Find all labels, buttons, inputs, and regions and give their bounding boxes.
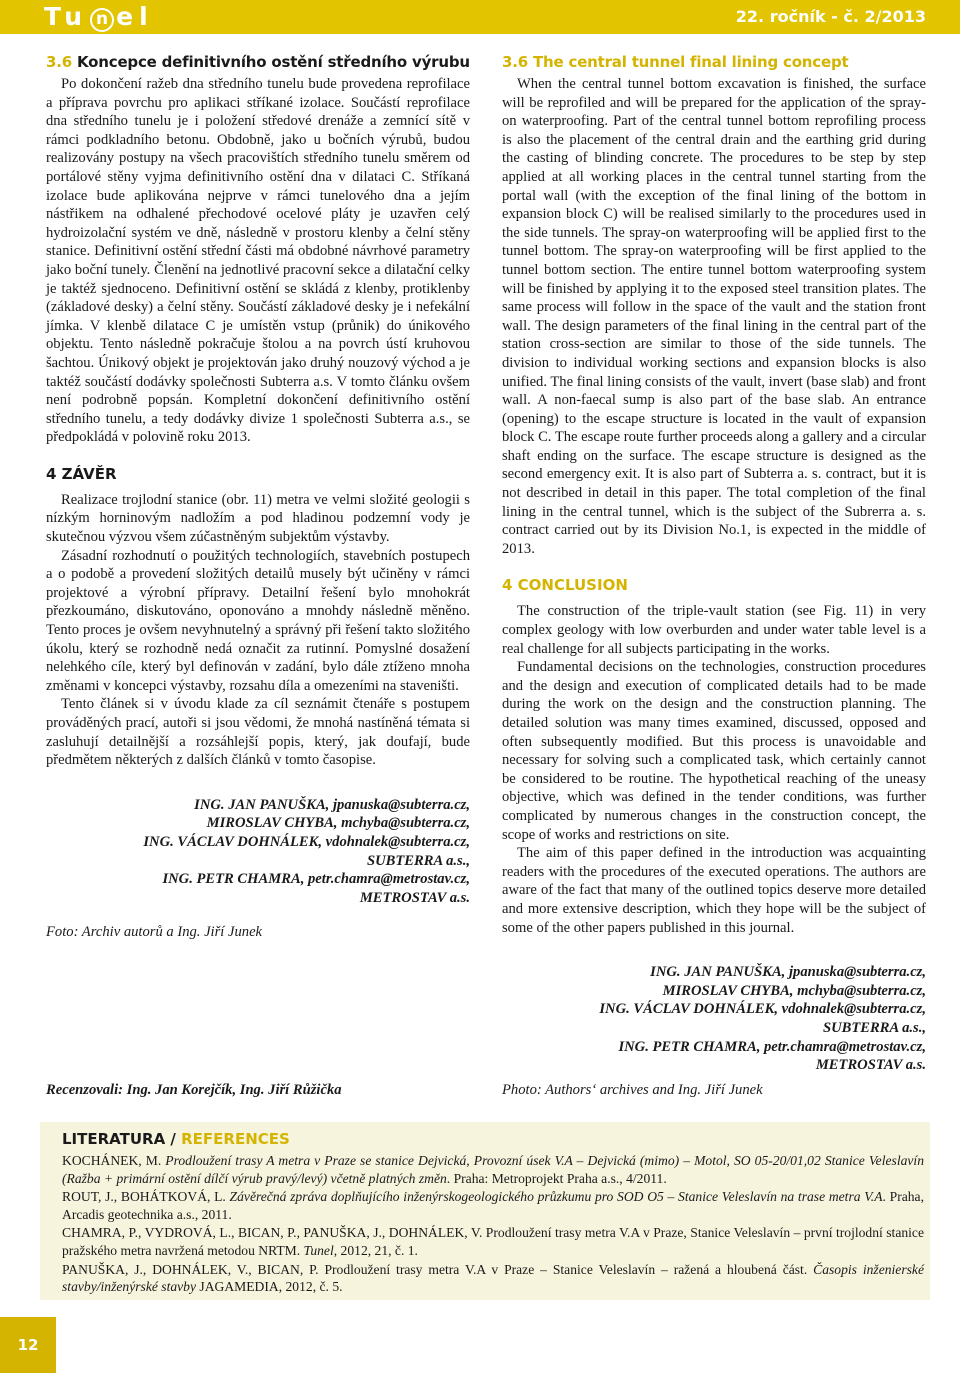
paragraph: Realizace trojlodní stanice (obr. 11) metra ve velmi složité geologii s nízkým horninovým nadložím a pod hladinou podzemní vody je skutečnou výzvou všem zúčastněným subjektům výstavby. — [46, 491, 470, 546]
photo-credit-en: Photo: Authors‘ archives and Ing. Jiří Junek — [502, 1082, 763, 1098]
page-number-tab — [0, 1317, 56, 1373]
ref-text: , 2012, 21, č. 1. — [333, 1242, 418, 1258]
page-number: 12 — [17, 1336, 39, 1354]
author-line: SUBTERRA a.s., — [822, 1019, 926, 1036]
references-box — [40, 1122, 930, 1300]
reviewers: Recenzovali: Ing. Jan Korejčík, Ing. Jiří Růžička — [46, 1082, 342, 1098]
author-line: ING. JAN PANUŠKA, jpanuska@subterra.cz, — [650, 964, 926, 981]
author-line: ING. PETR CHAMRA, petr.chamra@metrostav.cz, — [162, 871, 470, 888]
author-line: METROSTAV a.s. — [815, 1057, 926, 1074]
ref-text: ROUT, J., BOHÁTKOVÁ, L. — [62, 1189, 230, 1205]
references-title-en: REFERENCES — [181, 1130, 290, 1148]
references-title-cz: LITERATURA / — [62, 1130, 182, 1148]
reference-item — [62, 1224, 924, 1259]
author-line: MIROSLAV CHYBA, mchyba@subterra.cz, — [206, 815, 470, 832]
ref-text: CHAMRA, P., VYDROVÁ, L., BICAN, P., PANUŠKA, J., DOHNÁLEK, V. Prodloužení trasy metra V.A v Praze, Stanice Veleslavín – první trojlodní stanice pražského metra navržená metodou NRTM. — [62, 1225, 924, 1258]
ref-text: . Praha: Metroprojekt Praha a.s., 4/2011. — [446, 1170, 667, 1186]
photo-credit-cz: Foto: Archiv autorů a Ing. Jiří Junek — [46, 924, 263, 941]
references-title — [62, 1130, 290, 1148]
author-line: MIROSLAV CHYBA, mchyba@subterra.cz, — [662, 982, 926, 999]
author-line: ING. JAN PANUŠKA, jpanuska@subterra.cz, — [194, 796, 470, 813]
reference-item — [62, 1261, 924, 1296]
author-line: ING. VÁCLAV DOHNÁLEK, vdohnalek@subterra.cz, — [599, 1001, 926, 1018]
section-number: 3.6 — [46, 53, 72, 71]
conclusion-heading-cz: 4 ZÁVĚR — [46, 464, 117, 483]
paragraph: When the central tunnel bottom excavation is finished, the surface will be reprofiled and will be prepared for the application of the spray-on waterproofing. Part of the central tunnel bottom reprofiling process is also the placement of the central drain and the earthing grid during the casting of blinding concrete. The procedures to be step by step applied at all working places in the central tunnel starting from the portal wall (with the exception of the final lining of the bottom in expansion block C) will be realised similarly to the procedures used in the side tunnels. The spray-on waterproofing will be applied first to the tunnel bottom. The spray-on waterproofing will be first applied to the tunnel bottom section. The entire tunnel bottom waterproofing system will be finished by applying it to the exposed steel transition plates. The same process will follow in the space of the vault and the station front wall. The design parameters of the final lining in the central part of the station cross-section are similar to those of the side tunnels. The division to individual working sections and expansion blocks is also unified. The final lining consists of the vault, invert (base slab) and front wall. A non-faecal sump is also part of the base slab. An entrance (opening) to the escape structure is located in the vault of expansion block C. The escape route further proceeds along a gallery and a circular shaft ending on the surface. The escape structure is designed as the second emergency exit. It is also part of Subterra a. s. contract, but it is not described in detail in this paper. The total completion of the final lining in the central tunnel, which is the subject of the Subrerra a. s. contract carried out by its Division No.1, is expected in the middle of 2013. — [502, 76, 926, 557]
ref-title: Prodloužení trasy A metra v Praze se stanice Dejvická, Provozní úsek V.A – Dejvická (mimo) – Motol, SO 05-20/01,02 Stanice Veleslavín (Ražba + primární ostění dílčí výrub pravý/levý) včetně platných změn — [62, 1153, 924, 1186]
authors-block-en — [502, 963, 926, 1075]
author-line: ING. PETR CHAMRA, petr.chamra@metrostav.cz, — [618, 1038, 926, 1055]
author-line: SUBTERRA a.s., — [366, 852, 470, 869]
authors-block-cz — [46, 796, 470, 908]
english-column — [502, 53, 926, 1075]
ref-text: PANUŠKA, J., DOHNÁLEK, V., BICAN, P. Prodloužení trasy metra V.A v Praze – Stanice Veleslavín – ražená a hloubená část. — [62, 1261, 814, 1277]
paragraph: Fundamental decisions on the technologies, construction procedures and the design and execution of complicated details had to be made during the work on the design and the construction planning. The detailed solution was many times examined, discussed, opposed and often subsequently modified. But this process is unavoidable and necessary for solving such a complicated task, which certainly cannot be considered to be routine. The hypothetical reaching of the uneasy objective, which was defined in the tender conditions, was further complicated by numerous changes in the construction concept, the scope of works and restrictions on site. — [502, 659, 926, 843]
ref-title: Tunel — [303, 1242, 334, 1258]
section-heading-en: 3.6 The central tunnel final lining concept — [502, 53, 849, 71]
author-line: METROSTAV a.s. — [359, 889, 470, 906]
section-title: Koncepce definitivního ostění středního výrubu — [77, 53, 470, 71]
reference-item — [62, 1188, 924, 1223]
paragraph: The aim of this paper defined in the introduction was acquainting readers with the procedures of the executed operations. The authors are aware of the fact that many of the outlined topics deserve more detailed and more extensive description, which they hope will be the subject of some of the other papers published in this journal. — [502, 845, 926, 936]
ref-text: KOCHÁNEK, M. — [62, 1153, 166, 1168]
section-heading-cz — [46, 53, 470, 71]
reference-item — [62, 1152, 924, 1187]
ref-title: Závěrečná zpráva doplňujícího inženýrskogeologického průzkumu pro SOD O5 – Stanice Veleslavín na trase metra V.A — [229, 1189, 883, 1205]
references-list — [62, 1152, 924, 1297]
czech-column — [46, 53, 470, 942]
conclusion-heading-en: 4 CONCLUSION — [502, 576, 628, 595]
paragraph: Po dokončení ražeb dna středního tunelu bude provedena reprofilace a příprava povrchu pro aplikaci stříkané izolace. Součástí reprofilace dna středního tunelu je i položení středové drenáže a zemnící sítě v rámci podkladního betonu. Obdobně, jako u bočních výrubů, budou realizovány postupy na všech pracovištích středního tunelu směrem od portálové stěny vyjma definitivního ostění dna v dilataci C. Stříkaná izolace bude aplikována nejprve v rámci tunelového dna a jejím nástřikem na odhalené přechodové ocelové pláty je uzavřen celý hydroizolační systém ve dně, následně v prostoru klenby a čelní stěny stanice. Definitivní ostění střední části má obdobné návrhové parametry jako boční tunely. Členění na jednotlivé pracovní sekce a dilatační celky je taktéž sjednoceno. Definitivní ostění se skládá z klenby, protiklenby (základové desky) a čelní stěny. Součástí základové desky je i nefekální jímka. V klenbě dilatace C je umístěn vstup (průnik) do únikového objektu. Tento následně pokračuje štolou a na povrch ústí kruhovou šachtou. Únikový objekt je projektován jako druhý nouzový východ a je taktéž součástí dodávky společnosti Subterra a.s. V tomto článku ovšem není podrobně popsán. Kompletní dokončení definitivního ostění středního tunelu, a tedy dodávky divize 1 společnosti Subterra a.s., se předpokládá v polovině roku 2013. — [46, 76, 470, 446]
paragraph: The construction of the triple-vault station (see Fig. 11) in very complex geology with low overburden and under water table level is a real challenge for all subjects participating in the works. — [502, 603, 926, 657]
paragraph: Zásadní rozhodnutí o použitých technologiích, stavebních postupech a o podobě a provedení složitých detailů musely být učiněny v rámci projektové a výrobní přípravy. Detailní řešení bylo mnohokrát přezkoumáno, diskutováno, oponováno a mnohdy následně měněno. Tento proces je ovšem nevyhnutelný a správný při řešení takto složitého úkolu, který se rozhodně nedá označit za rutinní. Pomyslné dosažení nelehkého cíle, který byl definován v zadání, bylo dále ztíženo mnoha změnami v koncepci výstavby, rozsahu díla a omezeními na staveništi. — [46, 547, 470, 694]
journal-logo: Tu n el — [44, 2, 154, 31]
paragraph: Tento článek si v úvodu klade za cíl seznámit čtenáře s postupem prováděných prací, autoři si jsou vědomi, že mnohá nastíněná témata si zasluhují detailnější a rozsáhlejší popis, který, jak doufají, bude předmětem některých z dalších článků v tomto časopise. — [46, 696, 470, 769]
issue-label: 22. ročník - č. 2/2013 — [735, 7, 926, 26]
ref-text: . Praha, Arcadis geotechnika a.s., 2011. — [62, 1189, 924, 1222]
ref-title: Časopis inženierské stavby/inženýrské stavby — [62, 1261, 924, 1295]
ref-text: JAGAMEDIA, 2012, č. 5. — [196, 1279, 343, 1295]
author-line: ING. VÁCLAV DOHNÁLEK, vdohnalek@subterra.cz, — [143, 833, 470, 850]
header-bar — [0, 0, 960, 34]
